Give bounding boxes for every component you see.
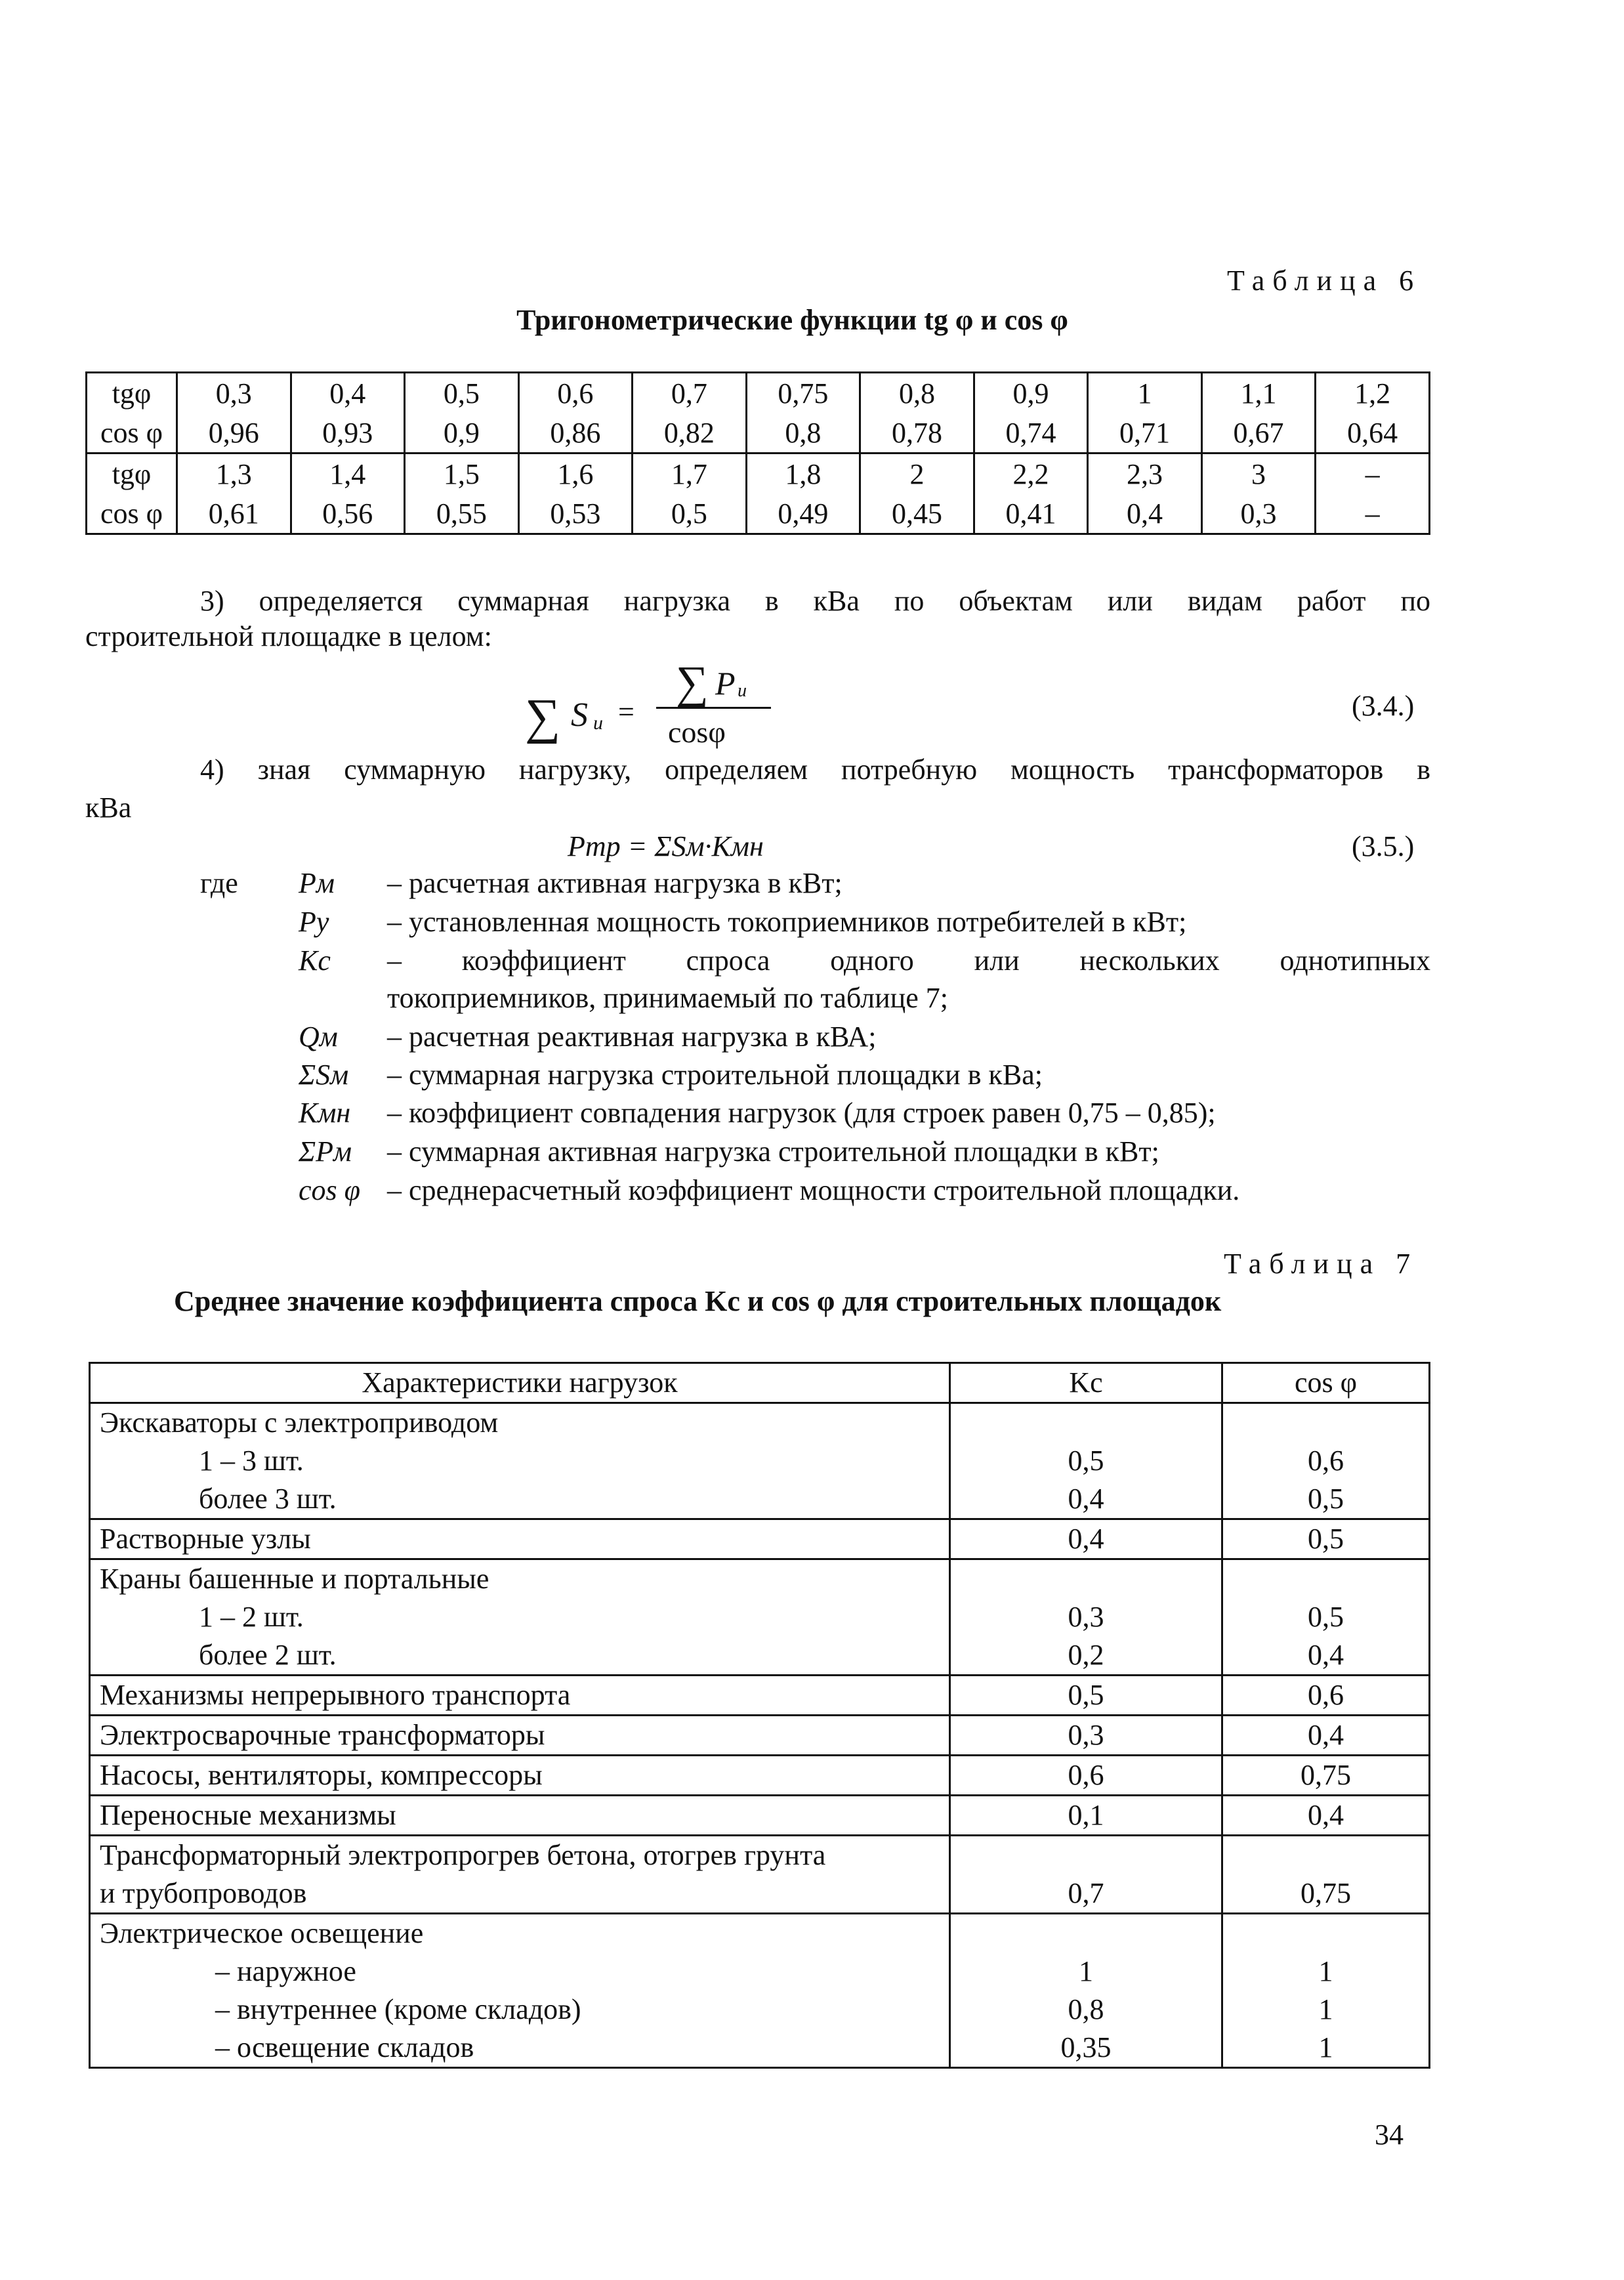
table7-value: 0,75 xyxy=(1301,1759,1351,1791)
table6-cell: 0,75 xyxy=(746,373,860,413)
table6-cell: 1 xyxy=(1088,373,1202,413)
table7-value: 0,2 xyxy=(1068,1639,1104,1671)
table6-cell: 0,9 xyxy=(405,413,519,454)
table7-characteristic-line: Краны башенные и портальные xyxy=(100,1563,489,1595)
table7-characteristic-line: Экскаваторы с электроприводом xyxy=(100,1406,499,1439)
table6-cell: 1,1 xyxy=(1201,373,1316,413)
definition-symbol: ΣSм xyxy=(299,1059,349,1091)
table7-value xyxy=(1223,1914,1428,1953)
paragraph-3-line2: строительной площадке в целом: xyxy=(85,620,492,652)
table7-characteristic-line: Трансформаторный электропрогрев бетона, отогрев грунта xyxy=(100,1839,826,1871)
f34-sum-symbol: ∑ xyxy=(525,689,561,744)
table6-cell: 0,8 xyxy=(746,413,860,454)
table7-value: 0,3 xyxy=(1068,1719,1104,1751)
table6-cell: 0,53 xyxy=(518,494,633,534)
table7-cell-cos xyxy=(1222,1519,1430,1559)
table6-row-label: tgφ xyxy=(87,454,177,494)
table6-cell: 0,61 xyxy=(177,494,291,534)
table6-cell: 0,7 xyxy=(633,373,747,413)
table7-cell-kc xyxy=(950,1796,1222,1836)
table7-value: 0,5 xyxy=(1068,1445,1104,1477)
table7-characteristic-line: более 3 шт. xyxy=(199,1483,337,1515)
table6-row-label: cos φ xyxy=(87,494,177,534)
table7-cell-kc xyxy=(950,1756,1222,1796)
definition-symbol: Kс xyxy=(299,944,331,977)
table7-characteristic-line: Растворные узлы xyxy=(100,1523,311,1555)
table6-cell: 0,78 xyxy=(860,413,974,454)
table7-header-kc: Kс xyxy=(950,1363,1222,1403)
table7-cell-cos xyxy=(1222,1836,1430,1914)
table6-label: Таблица 6 xyxy=(1227,264,1422,297)
table7-cell-characteristic xyxy=(90,1716,950,1756)
table6-row-cos xyxy=(87,413,1430,454)
definition-symbol: Kмн xyxy=(299,1097,351,1129)
table7-cell-kc xyxy=(950,1716,1222,1756)
table6-cell: 0,86 xyxy=(518,413,633,454)
table6-cell: 1,4 xyxy=(291,454,405,494)
formula-3-4 xyxy=(525,660,840,758)
table7-cell-cos xyxy=(1222,1756,1430,1796)
definition-text: – коэффициент спроса одного или нескольких однотипных xyxy=(387,944,1430,977)
table7-cell-kc xyxy=(950,1519,1222,1559)
table7-row xyxy=(90,1796,1430,1836)
f34-den: cosφ xyxy=(668,715,726,749)
definition-text: – суммарная активная нагрузка строительной площадки в кВт; xyxy=(387,1135,1159,1168)
table6-cell: 0,9 xyxy=(974,373,1088,413)
f34-eq: = xyxy=(618,696,635,728)
definition-symbol: Qм xyxy=(299,1021,338,1053)
table7-characteristic-line: Электросварочные трансформаторы xyxy=(100,1719,545,1751)
table6-cell: 0,93 xyxy=(291,413,405,454)
definition-symbol: cos φ xyxy=(299,1174,360,1206)
table6-row-cos xyxy=(87,494,1430,534)
definition-text: – коэффициент совпадения нагрузок (для строек равен 0,75 – 0,85); xyxy=(387,1097,1216,1129)
table7-cell-kc xyxy=(950,1676,1222,1716)
table7-cell-cos xyxy=(1222,1796,1430,1836)
table6-cell: 0,3 xyxy=(1201,494,1316,534)
table7-label: Таблица 7 xyxy=(1224,1248,1419,1280)
table7-value: 0,35 xyxy=(1060,2031,1112,2063)
table6-cell: 1,5 xyxy=(405,454,519,494)
table7-characteristic-line: Переносные механизмы xyxy=(100,1799,396,1831)
table7-cell-cos xyxy=(1222,1403,1430,1519)
f34-s-sub: и xyxy=(593,712,603,734)
definition-text: – среднерасчетный коэффициент мощности строительной площадки. xyxy=(387,1174,1240,1206)
table6 xyxy=(85,371,1430,535)
table7-row xyxy=(90,1914,1430,2068)
table6-cell: 0,5 xyxy=(633,494,747,534)
table7-value: 0,4 xyxy=(1308,1639,1344,1671)
table7-value: 1 xyxy=(1318,1955,1333,1987)
definition-text: – установленная мощность токоприемников потребителей в кВт; xyxy=(387,906,1187,938)
table7-value: 0,7 xyxy=(1068,1877,1104,1909)
table7-value: 0,75 xyxy=(1301,1877,1351,1909)
table6-cell: 0,4 xyxy=(291,373,405,413)
table7-row xyxy=(90,1756,1430,1796)
table7-cell-kc xyxy=(950,1403,1222,1519)
table6-cell: 2 xyxy=(860,454,974,494)
table7-cell-kc xyxy=(950,1914,1222,2068)
f34-num-p: P xyxy=(715,665,736,702)
table6-row-label: cos φ xyxy=(87,413,177,454)
table7-title: Среднее значение коэффициента спроса Kс и cos φ для строительных площадок xyxy=(174,1285,1222,1317)
f34-num-sum: ∑ xyxy=(676,658,709,708)
table6-cell: 1,7 xyxy=(633,454,747,494)
table7-value: 0,5 xyxy=(1308,1601,1344,1633)
table7-value xyxy=(1223,1404,1428,1442)
table7-header-row xyxy=(90,1363,1430,1403)
table7-value xyxy=(951,1560,1221,1598)
table7-value: 1 xyxy=(1318,2031,1333,2063)
table7-value xyxy=(951,1836,1221,1874)
table7-row xyxy=(90,1403,1430,1519)
table7-cell-characteristic xyxy=(90,1403,950,1519)
table7-value xyxy=(951,1404,1221,1442)
table7-value: 0,3 xyxy=(1068,1601,1104,1633)
table6-cell: 0,49 xyxy=(746,494,860,534)
table7-header-cos: cos φ xyxy=(1222,1363,1430,1403)
table6-cell: 0,41 xyxy=(974,494,1088,534)
table6-cell: 2,2 xyxy=(974,454,1088,494)
table7-value: 0,6 xyxy=(1308,1445,1344,1477)
table7-value xyxy=(951,1914,1221,1953)
definition-symbol: Py xyxy=(299,906,329,938)
table7-cell-characteristic xyxy=(90,1796,950,1836)
table7-row xyxy=(90,1519,1430,1559)
table6-cell: 0,3 xyxy=(177,373,291,413)
table7-row xyxy=(90,1676,1430,1716)
table7-value: 0,1 xyxy=(1068,1799,1104,1831)
table6-cell: 3 xyxy=(1201,454,1316,494)
table7-row xyxy=(90,1716,1430,1756)
table7-value: 0,4 xyxy=(1308,1719,1344,1751)
table6-row-label: tgφ xyxy=(87,373,177,413)
table7-value: 0,4 xyxy=(1068,1483,1104,1515)
paragraph-4-line2: кВа xyxy=(85,792,132,824)
table6-cell: 1,6 xyxy=(518,454,633,494)
table7-characteristic-line: более 2 шт. xyxy=(199,1639,337,1671)
table7-characteristic-line: Насосы, вентиляторы, компрессоры xyxy=(100,1759,543,1791)
table6-cell: – xyxy=(1316,494,1430,534)
table7-value: 0,6 xyxy=(1068,1759,1104,1791)
table6-cell: 0,8 xyxy=(860,373,974,413)
table7-cell-cos xyxy=(1222,1716,1430,1756)
table7-header-characteristics: Характеристики нагрузок xyxy=(90,1363,950,1403)
table7-characteristic-line: – наружное xyxy=(215,1955,356,1987)
table6-cell: 0,71 xyxy=(1088,413,1202,454)
table7-value xyxy=(1223,1560,1428,1598)
table6-row-tg xyxy=(87,454,1430,494)
table7-characteristic-line: Механизмы непрерывного транспорта xyxy=(100,1679,571,1711)
table6-cell: 0,64 xyxy=(1316,413,1430,454)
table7-row xyxy=(90,1559,1430,1676)
f34-fraction-bar xyxy=(656,707,771,709)
table6-cell: 1,3 xyxy=(177,454,291,494)
table7-cell-characteristic xyxy=(90,1559,950,1676)
table7-cell-characteristic xyxy=(90,1676,950,1716)
table7-row xyxy=(90,1836,1430,1914)
table7-value: 0,5 xyxy=(1308,1483,1344,1515)
table7-characteristic-line: 1 – 2 шт. xyxy=(199,1601,304,1633)
table7-characteristic-line: Электрическое освещение xyxy=(100,1917,424,1949)
table7 xyxy=(89,1362,1430,2069)
definition-symbol: ΣPм xyxy=(299,1135,352,1168)
table7-characteristic-line: и трубопроводов xyxy=(100,1877,307,1909)
table6-cell: – xyxy=(1316,454,1430,494)
table7-value: 0,8 xyxy=(1068,1993,1104,2025)
definition-text: – расчетная активная нагрузка в кВт; xyxy=(387,867,843,899)
definition-symbol: Pм xyxy=(299,867,335,899)
table7-cell-cos xyxy=(1222,1914,1430,2068)
paragraph-3-line1: 3) определяется суммарная нагрузка в кВа по объектам или видам работ по xyxy=(200,585,1430,617)
table6-cell: 0,6 xyxy=(518,373,633,413)
formula-3-4-number: (3.4.) xyxy=(1352,690,1415,722)
table6-cell: 0,45 xyxy=(860,494,974,534)
table7-cell-characteristic xyxy=(90,1836,950,1914)
table6-cell: 0,56 xyxy=(291,494,405,534)
table7-cell-cos xyxy=(1222,1676,1430,1716)
table6-cell: 0,67 xyxy=(1201,413,1316,454)
definition-text: токоприемников, принимаемый по таблице 7; xyxy=(387,982,948,1014)
where-label: где xyxy=(200,867,238,899)
table6-row-tg xyxy=(87,373,1430,413)
table7-value: 0,4 xyxy=(1068,1523,1104,1555)
formula-3-5-number: (3.5.) xyxy=(1352,830,1415,862)
f34-s: S xyxy=(571,696,588,734)
table6-cell: 2,3 xyxy=(1088,454,1202,494)
paragraph-4-line1: 4) зная суммарную нагрузку, определяем потребную мощность трансформаторов в xyxy=(200,753,1430,786)
table7-cell-characteristic xyxy=(90,1914,950,2068)
table6-cell: 0,55 xyxy=(405,494,519,534)
table7-characteristic-line: – внутреннее (кроме складов) xyxy=(215,1993,581,2025)
table7-cell-kc xyxy=(950,1559,1222,1676)
table7-value xyxy=(1223,1836,1428,1874)
table7-value: 0,6 xyxy=(1308,1679,1344,1711)
table7-cell-characteristic xyxy=(90,1756,950,1796)
formula-3-5: Pтр = ΣSм·Kмн xyxy=(568,830,764,862)
table7-characteristic-line: – освещение складов xyxy=(215,2031,474,2063)
table6-cell: 0,82 xyxy=(633,413,747,454)
f34-num-sub: и xyxy=(738,681,747,701)
table7-cell-characteristic xyxy=(90,1519,950,1559)
table6-title: Тригонометрические функции tg φ и cos φ xyxy=(516,304,1068,336)
table6-cell: 1,2 xyxy=(1316,373,1430,413)
table7-value: 0,5 xyxy=(1068,1679,1104,1711)
table6-cell: 1,8 xyxy=(746,454,860,494)
table7-value: 0,4 xyxy=(1308,1799,1344,1831)
table7-cell-kc xyxy=(950,1836,1222,1914)
table7-value: 0,5 xyxy=(1308,1523,1344,1555)
definition-text: – суммарная нагрузка строительной площадки в кВа; xyxy=(387,1059,1043,1091)
table7-cell-cos xyxy=(1222,1559,1430,1676)
table7-characteristic-line: 1 – 3 шт. xyxy=(199,1445,304,1477)
page-number: 34 xyxy=(1375,2119,1404,2151)
table6-cell: 0,96 xyxy=(177,413,291,454)
table7-value: 1 xyxy=(1079,1955,1093,1987)
table7-value: 1 xyxy=(1318,1993,1333,2025)
table6-cell: 0,74 xyxy=(974,413,1088,454)
table6-cell: 0,4 xyxy=(1088,494,1202,534)
table6-cell: 0,5 xyxy=(405,373,519,413)
definition-text: – расчетная реактивная нагрузка в кВА; xyxy=(387,1021,877,1053)
